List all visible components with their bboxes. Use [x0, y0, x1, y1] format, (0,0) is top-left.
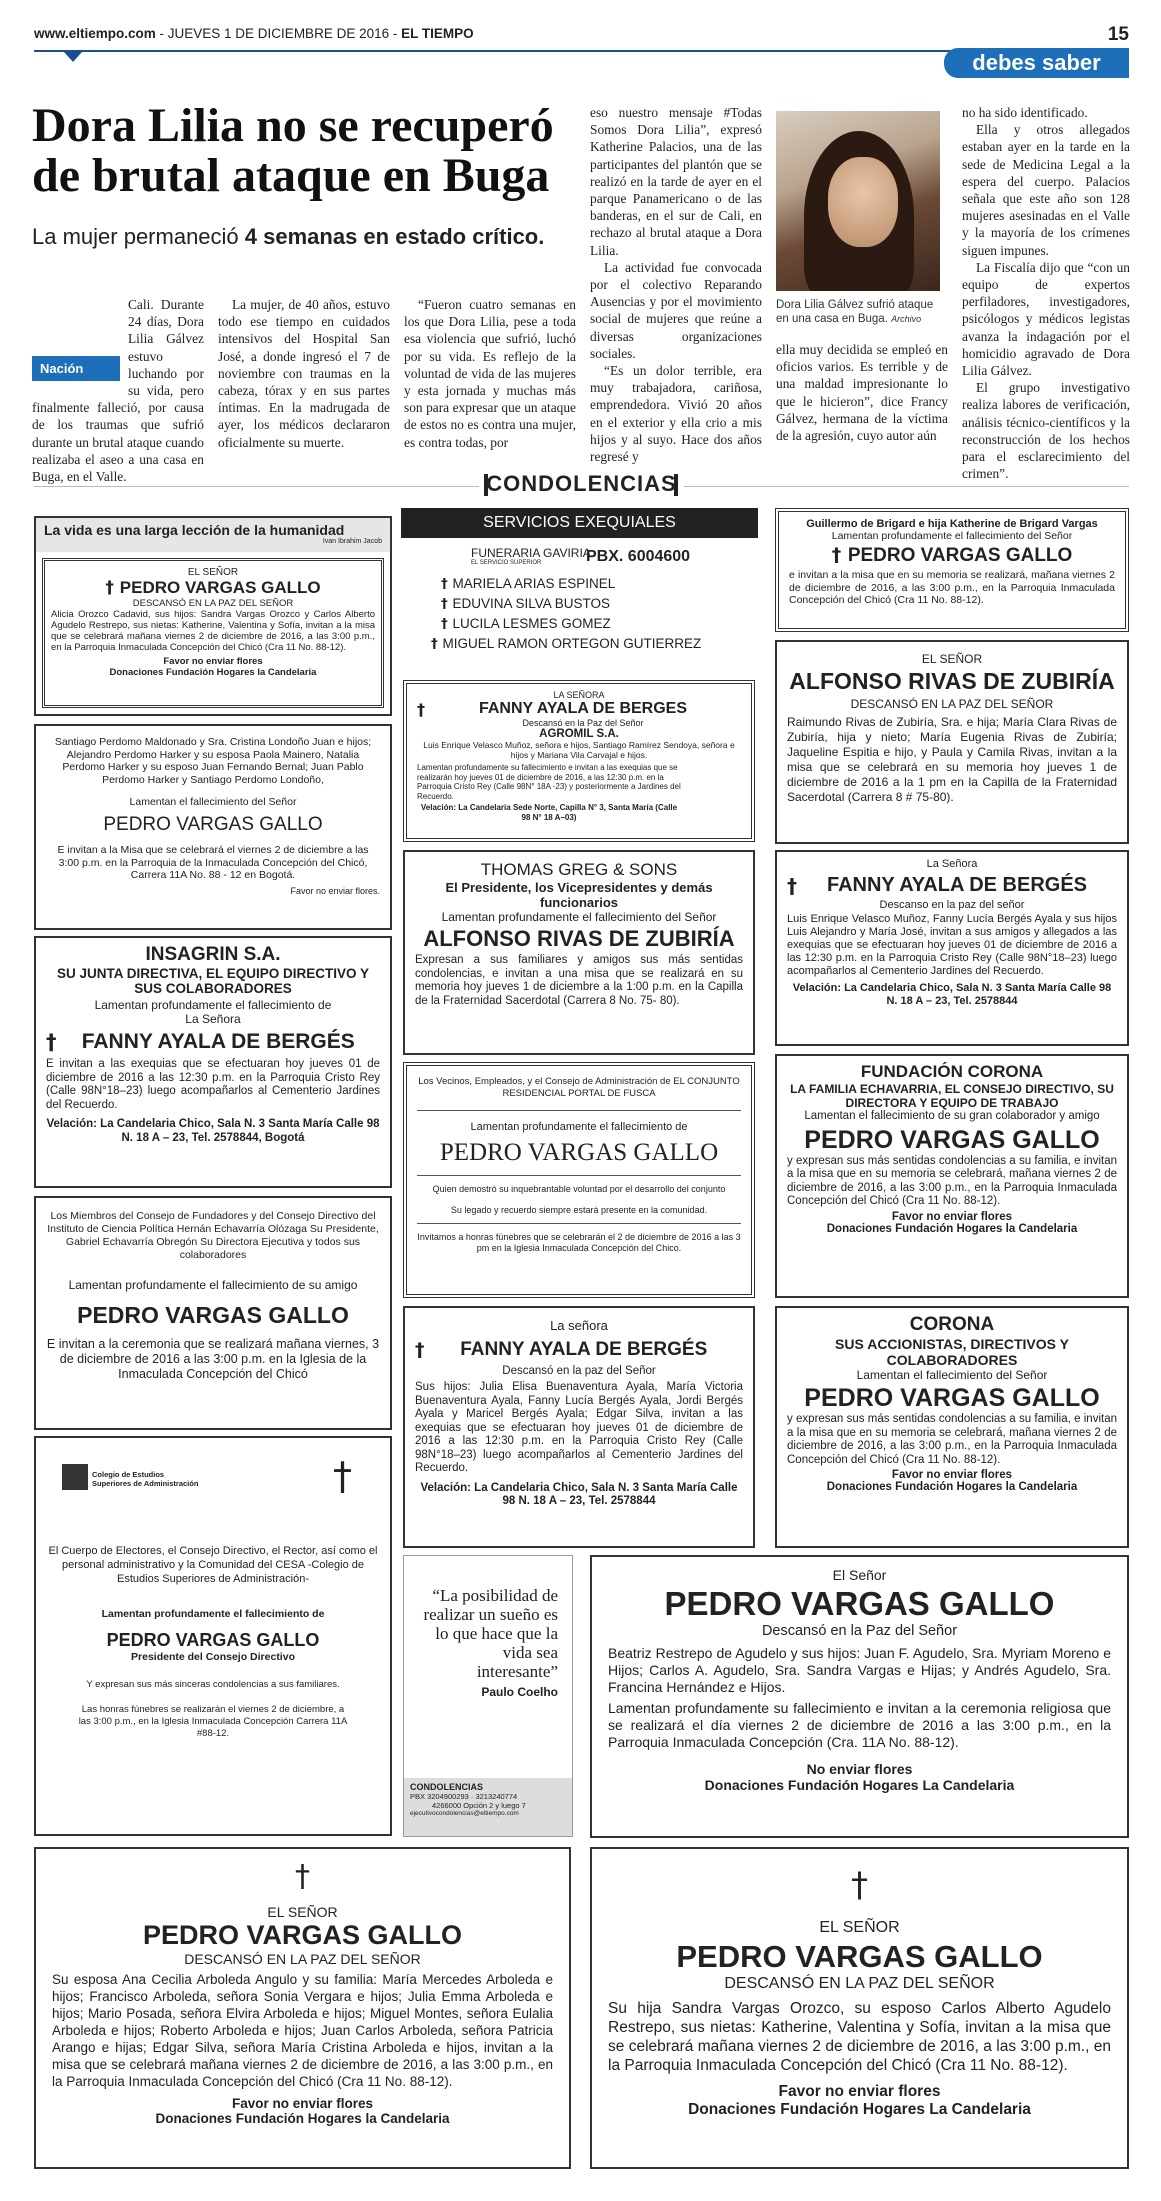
a16-title: CORONA — [909, 1314, 995, 1335]
a9-inv: Invitamos a honras fúnebres que se celebrarán el 2 de diciembre de 2016 a las 3 pm en la Iglesia Inmaculada Concepción del Chico. — [417, 1232, 741, 1253]
col3-text: “Fueron cuatro semanas en los que Dora Lilia, pese a toda esa violencia que sufrió, luchó por su vida. Es reflejo de la voluntad de vida de las mujeres y esta jornada y muchas más son para expresar que un ataque de estos no es contra una mujer, es contra todas, por — [404, 297, 576, 450]
paper-name: EL TIEMPO — [401, 26, 474, 41]
a5-logo2: Superiores de Administración — [92, 1479, 199, 1488]
cross-icon: † — [787, 874, 797, 898]
cross-icon: † — [441, 616, 453, 632]
ad-a17 — [590, 1555, 1129, 1838]
a19-sub: DESCANSÓ EN LA PAZ DEL SEÑOR — [724, 1975, 995, 1992]
col6-text-d: El grupo investigativo realiza labores de verificación, análisis técnico-científicos y la reconstrucción de los hechos para el esclarecimiento del crimen”. — [962, 380, 1130, 482]
a18-top: EL SEÑOR — [267, 1904, 338, 1920]
a19-name: PEDRO VARGAS GALLO — [676, 1939, 1043, 1974]
cross-icon: † — [333, 1454, 352, 1498]
a2-body: Santiago Perdomo Maldonado y Sra. Cristina Londoño Juan e hijos; Alejandro Perdomo Harker y su esposa Paola Mainero, Natalia Perdomo Harker y su esposo Juan Fernando Bernal; Juan Pablo Perdomo Harker y Santiago Perdomo Londoño, — [54, 736, 372, 786]
a3-lament: Lamentan profundamente el fallecimiento de — [94, 998, 332, 1012]
a9-q1: Quien demostró su inquebrantable voluntad por el desarrollo del conjunto — [432, 1184, 726, 1194]
a16-name: PEDRO VARGAS GALLO — [804, 1384, 1100, 1412]
a15-body: y expresan sus más sentidas condolencias a su familia, e invitan a la misa que en su memoria se celebrará, mañana viernes 2 de diciembre de 2016, a las 3:00 p.m., en la Parroquia Inmaculada Concepción del Chicó (Cra 11 No. 88-12). — [787, 1154, 1117, 1207]
cross-icon: † — [431, 636, 443, 652]
a5-body: El Cuerpo de Electores, el Consejo Directivo, el Rector, así como el personal administrativo y la Comunidad del CESA -Colegio de Estudios Superiores de Administración- — [48, 1545, 378, 1585]
victim-photo — [776, 111, 940, 291]
a15-lament: Lamentan el fallecimiento de su gran colaborador y amigo — [804, 1110, 1100, 1122]
a6-name-3: MIGUEL RAMON ORTEGON GUTIERREZ — [442, 636, 702, 651]
a1-banner-text: La vida es una larga lección de la humanidad — [44, 522, 345, 538]
a5-honras: Las honras fúnebres se realizarán el viernes 2 de diciembre, a las 3:00 p.m., en la Iglesia Inmaculada Concepción Carrera 11A #88-12. — [78, 1704, 348, 1739]
a11-pbx: PBX 3204900293 · 3213240774 — [410, 1792, 518, 1801]
a17-flowers: No enviar flores — [806, 1761, 913, 1777]
a9-rule — [417, 1110, 741, 1111]
a13-sub: DESCANSÓ EN LA PAZ DEL SEÑOR — [850, 697, 1054, 711]
gaviria-logo — [471, 546, 591, 566]
a17-name: PEDRO VARGAS GALLO — [664, 1585, 1055, 1622]
ad-a13 — [775, 640, 1129, 844]
header-pointer — [64, 52, 82, 62]
caption-credit: Archivo — [891, 314, 922, 324]
subhead-text: La mujer permaneció — [32, 224, 245, 249]
col2-text: La mujer, de 40 años, estuvo todo ese tiempo en cuidados intensivos del Hospital San José, a donde ingresó el 7 de noviembre con traumas en la cabeza, tórax y en sus partes íntimas. En la madrugada de ayer, los médicos declararon oficialmente su muerte. — [218, 297, 390, 450]
a3-la: La Señora — [185, 1012, 241, 1026]
condolencias-title: CONDOLENCIAS — [486, 471, 677, 496]
a1-body: Alicia Orozco Cadavid, sus hijos: Sandra Vargas Orozco y Carlos Alberto Agudelo Restrepo, sus nietas: Katherine, Valentina y Sofía, invitan a la misa que se celebrará mañana viernes 2 de diciembre de 2016, a las 3:00 p.m., en la Parroquia Inmaculada Concepción del Chicó (Cra 11 No. 88-12). — [51, 609, 375, 653]
a3-name: FANNY AYALA DE BERGÉS — [81, 1030, 355, 1053]
col4-text-a: eso nuestro mensaje #Todas Somos Dora Lilia”, expresó Katherine Palacios, una de las participantes del plantón que se realizó en la tarde de ayer en el parque Panamericano o de las banderas, en el sur de Cali, en rechazo al brutal ataque a Dora Lilia. — [590, 105, 762, 258]
ad-a16 — [775, 1306, 1129, 1548]
a6-logo-sub: EL SERVICIO SUPERIOR — [471, 560, 542, 566]
a1-top: EL SEÑOR — [187, 567, 239, 578]
a2-lament: Lamentan el fallecimiento del Señor — [129, 796, 297, 808]
cross-icon: † — [46, 1030, 57, 1054]
a16-body: y expresan sus más sentidas condolencias a su familia, e invitan a la misa que en su memoria se celebrará, mañana viernes 2 de diciembre de 2016, a las 3:00 p.m., en la Parroquia Inmaculada Concepción del Chicó (Cra 11 No. 88-12). — [787, 1413, 1117, 1466]
a12-body: e invitan a la misa que en su memoria se realizará, mañana viernes 2 de diciembre de 2016, a las 3:00 p.m., en la Parroquia Inmaculada Concepción del Chicó (Cra 11 No. 88-12). — [789, 569, 1115, 606]
a9-q2: Su legado y recuerdo siempre estará presente en la comunidad. — [450, 1205, 708, 1215]
a11-contact — [404, 1778, 572, 1836]
a5-logo-row — [46, 1454, 380, 1524]
a16-lament: Lamentan el fallecimiento del Señor — [856, 1368, 1048, 1382]
ad-a1 — [34, 516, 392, 716]
a15-name: PEDRO VARGAS GALLO — [804, 1125, 1100, 1154]
a6-logo-row — [401, 538, 758, 574]
ad-a14 — [775, 850, 1129, 1046]
ad-a15 — [775, 1054, 1129, 1298]
a8-sub: El Presidente, los Vicepresidentes y demás funcionarios — [445, 880, 713, 910]
a15-donations: Donaciones Fundación Hogares la Candelaria — [826, 1222, 1078, 1235]
a19-top: EL SEÑOR — [819, 1919, 900, 1936]
a6-logo: FUNERARIA GAVIRIA — [471, 546, 591, 560]
a11-label: CONDOLENCIAS — [410, 1782, 484, 1792]
ad-a8 — [403, 850, 755, 1055]
a12-top: Guillermo de Brigard e hija Katherine de Brigard Vargas — [806, 518, 1098, 530]
section-tag: debes saber — [944, 48, 1129, 78]
col4-text-b: La actividad fue convocada por el colectivo Reparando Ausencias y por el movimiento social de mujeres que reúne a diversas organizaciones sociales. — [590, 259, 762, 361]
a15-flowers: Favor no enviar flores — [891, 1210, 1013, 1223]
a17-donations: Donaciones Fundación Hogares La Candelaria — [704, 1777, 1015, 1793]
a8-title: THOMAS GREG & SONS — [480, 860, 678, 879]
a1-name: PEDRO VARGAS GALLO — [119, 578, 321, 597]
a7-body: Lamentan profundamente su fallecimiento e invitan a las exequias que se realizarán hoy jueves 01 de diciembre de 2016, a las 12:30 p.m. en la Parroquia Cristo Rey (Calle 98N° 18A -23) y posteriormente a Jardines del Recuerdo. — [417, 763, 681, 801]
page-header — [34, 26, 1129, 46]
a4-lament: Lamentan profundamente el fallecimiento de su amigo — [68, 1278, 358, 1292]
a10-body: Sus hijos: Julia Elisa Buenaventura Ayala, María Victoria Buenaventura Ayala, Fanny Lucía Bergés Ayala, Jordi Bergés Ayala y Maricel Bergés Ayala; Edgar Silva, invitan a las exequias que se efectuaran hoy jueves 01 de diciembre de 2016 a las 12:30 p.m. en la Parroquia Cristo Rey (Calle 98N°18–23) luego acompañarlos al Cementerio Jardines del Recuerdo. — [415, 1381, 743, 1474]
col6-text-a: no ha sido identificado. — [962, 105, 1088, 120]
ad-a7 — [403, 680, 755, 842]
a7-org: AGROMIL S.A. — [539, 728, 619, 740]
a9-rule-2 — [417, 1175, 741, 1176]
a7-names: Luis Enrique Velasco Muñoz, señora e hijos, Santiago Ramírez Sendoya, señora e hijos y Mariana Vila Carvajal e hijos. — [423, 740, 735, 760]
a11-mail[interactable]: ejecutivocondolencias@eltiempo.com — [410, 1810, 519, 1817]
ad-a4 — [34, 1196, 392, 1430]
a6-name-2: LUCILA LESMES GOMEZ — [452, 616, 611, 631]
cross-icon: † — [417, 700, 425, 719]
a2-invite: E invitan a la Misa que se celebrará el viernes 2 de diciembre a las 3:00 p.m. en la Parroquia de la Inmaculada Concepción del Chicó, Carrera 11A No. 88 - 12 en Bogotá. — [57, 844, 369, 881]
a5-role: Presidente del Consejo Directivo — [131, 1651, 295, 1663]
page-number: 15 — [1107, 24, 1129, 45]
caption-text: Dora Lilia Gálvez sufrió ataque en una casa en Buga. — [776, 299, 934, 325]
a19-body: Su hija Sandra Vargas Orozco, su esposo Carlos Alberto Agudelo Restrepo, sus nietas: Katherine, Valentina y Sofía, invitan a la misa que se celebrará mañana viernes 2 de diciembre de 2016, a las 3:00 p.m., en la Parroquia Inmaculada Concepción del Chicó (Cra 11 No. 88-12). — [608, 2000, 1111, 2074]
a6-name-1: EDUVINA SILVA BUSTOS — [452, 596, 611, 611]
a1-banner — [36, 518, 390, 552]
subheadline — [32, 224, 572, 250]
a13-body: Raimundo Rivas de Zubiría, Sra. e hija; María Clara Rivas de Zubiría, hija y nieto; María Eugenia Rivas de Zubiría; Jaqueline Espitia e hijo, y Paula y Camila Rivas, invitan a la misa que se celebrará en su memoria hoy jueves 1 de diciembre de 2016 a la 1 pm en la Capilla de la Fraternidad Sacerdotal (Carrera 8 # 75-80). — [787, 715, 1117, 804]
a1-inner — [42, 558, 384, 708]
a9-top: Los Vecinos, Empleados, y el Consejo de Administración de EL CONJUNTO RESIDENCIAL PORTAL DE FUSCA — [418, 1076, 740, 1099]
a1-flowers: Favor no enviar flores — [163, 656, 263, 667]
ad-a11 — [403, 1555, 573, 1837]
a18-name: PEDRO VARGAS GALLO — [142, 1920, 463, 1950]
ad-a18 — [34, 1847, 571, 2169]
a8-name: ALFONSO RIVAS DE ZUBIRÍA — [423, 926, 735, 951]
col4-text-c: “Es un dolor terrible, era muy trabajadora, cariñosa, emprendedora. Vivió 20 años en el exterior y ella crio a mis hijos y al suyo. Hace dos años regresé y — [590, 363, 762, 465]
headline: Dora Lilia no se recuperó de brutal ataque en Buga — [32, 99, 554, 202]
a18-body: Su esposa Ana Cecilia Arboleda Angulo y su familia: María Mercedes Arboleda e hijos; Francisco Arboleda, señora Sonia Vergara e hijos; Julia Emma Arboleda e hijos; Mario Posada, señora Elvira Arboleda e hijos; Miguel Montes, señora Eulalia Arboleda e hijos; Roberto Arboleda e hijos; Juan Carlos Arboleda, señora Patricia Arango e hijas; Edgar Silva, señora María Cristina Arboleda e hijos, invitan a la misa que se celebrará mañana viernes 2 de diciembre de 2016, a las 3:00 p.m., en la Parroquia Inmaculada Concepción del Chicó (Cra 11 No. 88-12). — [52, 1972, 553, 2089]
condolencias-band — [34, 471, 1129, 501]
a6-title: SERVICIOS EXEQUIALES — [401, 508, 758, 538]
ad-a5 — [34, 1436, 392, 1836]
a3-vel: Velación: La Candelaria Chico, Sala N. 3 Santa María Calle 98 N. 18 A – 23, Tel. 2578844, Bogotá — [46, 1118, 380, 1144]
a16-donations: Donaciones Fundación Hogares la Candelaria — [826, 1481, 1078, 1493]
a8-body: Expresan a sus familiares y amigos sus más sentidas condolencias, e invitan a una misa que se realizará en su memoria hoy jueves 1 de diciembre a la 1:00 p.m. en la Capilla de la Fraternidad Sacerdotal (Carrera 8 No. 75- 80). — [415, 954, 743, 1007]
ad-a10 — [403, 1306, 755, 1548]
a5-logo-text — [92, 1470, 198, 1488]
a6-names — [401, 574, 758, 654]
article-col-6 — [962, 104, 1130, 482]
a9-lament: Lamentan profundamente el fallecimiento de — [470, 1121, 688, 1133]
col6-text-b: Ella y otros allegados estaban ayer en la tarde en la sede de Medicina Legal a la espera del cuerpo. Palacios señala que este año son 128 mujeres asesinadas en el Valle y la mayoría de los crímenes siguen impunes. — [962, 122, 1130, 258]
a11-pbx2: 4266000 Opción 2 y luego 7 — [432, 1801, 526, 1810]
a10-la: La señora — [550, 1318, 608, 1333]
a14-vel: Velación: La Candelaria Chico, Sala N. 3 Santa María Calle 98 N. 18 A – 23, Tel. 2578844 — [792, 982, 1112, 1007]
a14-la: La Señora — [926, 858, 978, 870]
ad-a6 — [401, 508, 758, 676]
header-date: - JUEVES 1 DE DICIEMBRE DE 2016 - — [155, 26, 402, 41]
a17-sub: Descansó en la Paz del Señor — [761, 1623, 958, 1639]
a10-sub: Descansó en la paz del Señor — [502, 1365, 656, 1377]
a5-lament: Lamentan profundamente el fallecimiento de — [101, 1608, 325, 1620]
a5-exp: Y expresan sus más sinceras condolencias a sus familiares. — [86, 1679, 340, 1690]
article-col-2 — [218, 296, 390, 451]
article-col-4 — [590, 104, 762, 465]
article-col-5 — [776, 341, 948, 444]
article-col-1 — [32, 296, 204, 485]
a16-flowers: Favor no enviar flores — [891, 1469, 1013, 1481]
a19-flowers: Favor no enviar flores — [778, 2083, 941, 2100]
col6-text-c: La Fiscalía dijo que “con un equipo de expertos perfiladores, investigadores, psicólogos y médicos legistas avanza la indagación por el homicidio agravado de Dora Lilia Gálvez. — [962, 259, 1130, 379]
a13-top: EL SEÑOR — [921, 652, 983, 666]
subhead-bold: 4 semanas en estado crítico. — [244, 224, 545, 249]
cesa-logo-icon — [62, 1464, 88, 1490]
a3-title: INSAGRIN S.A. — [145, 944, 281, 965]
a4-name: PEDRO VARGAS GALLO — [77, 1302, 349, 1328]
a2-note: Favor no enviar flores. — [290, 885, 380, 896]
a16-sub: SUS ACCIONISTAS, DIRECTIVOS Y COLABORADORES — [835, 1336, 1069, 1368]
a14-body: Luis Enrique Velasco Muñoz, Fanny Lucía Bergés Ayala y sus hijos Luis Alejandro y María José, invitan a sus amigos y allegados a las exequias que se efectuaran hoy jueves 01 de diciembre de 2016 a las 12:30 p.m. en la Parroquia Cristo Rey (Calle 98N°18–23) luego acompañarlos al Cementerio Jardines del Recuerdo. — [787, 913, 1117, 977]
a7-sub: Descansó en la Paz del Señor — [522, 718, 644, 728]
col1-text: Cali. Durante 24 días, Dora Lilia Gálvez estuvo luchando por su vida, pero finalmente falleció, por causa de los traumas que sufrió durante un brutal ataque cuando realizaba el aseo a una casa en Buga, en el Valle. — [32, 297, 204, 485]
a3-sub: SU JUNTA DIRECTIVA, EL EQUIPO DIRECTIVO Y SUS COLABORADORES — [56, 966, 370, 996]
a6-name-0: MARIELA ARIAS ESPINEL — [452, 576, 616, 591]
a13-name: ALFONSO RIVAS DE ZUBIRÍA — [789, 668, 1115, 694]
a11-quote: “La posibilidad de realizar un sueño es lo que hace que la vida sea interesante” — [423, 1586, 558, 1681]
a2-name: PEDRO VARGAS GALLO — [103, 814, 323, 835]
a10-name: FANNY AYALA DE BERGÉS — [460, 1339, 708, 1360]
a17-body1: Beatriz Restrepo de Agudelo y sus hijos: Juan F. Agudelo, Sra. Myriam Moreno e Hijos; Carlos A. Agudelo, Sra. Sandra Vargas e Hijas; y Andrés Agudelo, Sra. Francina Hernández e Hijos. — [608, 1645, 1111, 1695]
a17-top: El Señor — [832, 1567, 887, 1583]
a7-vel: Velación: La Candelaria Sede Norte, Capilla N° 3, Santa María (Calle 98 N° 18 A–03) — [420, 803, 678, 822]
ad-a2 — [34, 724, 392, 930]
cross-icon: † — [415, 1339, 425, 1361]
a18-flowers: Favor no enviar flores — [231, 2096, 374, 2111]
a14-sub: Descanso en la paz del señor — [879, 899, 1025, 911]
cross-icon: † — [105, 578, 120, 598]
cross-icon: † — [851, 1865, 868, 1905]
ad-a12 — [775, 508, 1129, 632]
ad-a19 — [590, 1847, 1129, 2169]
a6-pbx: PBX. 6004600 — [586, 548, 691, 565]
a14-name: FANNY AYALA DE BERGÉS — [826, 874, 1088, 896]
a18-sub: DESCANSÓ EN LA PAZ DEL SEÑOR — [184, 1951, 421, 1967]
col5-text: ella muy decidida se empleó en oficios varios. Es terrible y de una maldad impresionante lo que le hicieron”, dice Francy Gálvez, hermana de la víctima de la agresión, cuyo autor aún — [776, 342, 948, 444]
photo-caption — [776, 298, 946, 326]
a19-donations: Donaciones Fundación Hogares La Candelaria — [688, 2101, 1031, 2118]
ad-a9 — [403, 1062, 755, 1298]
a9-rule-3 — [417, 1223, 741, 1224]
ad-a3 — [34, 936, 392, 1188]
a12-lament: Lamentan profundamente el fallecimiento del Señor — [831, 530, 1073, 542]
a12-name: PEDRO VARGAS GALLO — [847, 545, 1073, 566]
a9-name: PEDRO VARGAS GALLO — [439, 1139, 719, 1166]
a7-name: FANNY AYALA DE BERGES — [478, 700, 688, 717]
a4-invite: E invitan a la ceremonia que se realizará mañana viernes, 3 de diciembre de 2016 a las 3:00 p.m. en la Iglesia de la Inmaculada Concepción del Chicó — [46, 1337, 380, 1381]
a7-la: LA SEÑORA — [553, 690, 605, 700]
a15-sub: LA FAMILIA ECHAVARRIA, EL CONSEJO DIRECTIVO, SU DIRECTORA Y EQUIPO DE TRABAJO — [790, 1082, 1114, 1110]
cross-icon: † — [831, 544, 848, 566]
a4-body: Los Miembros del Consejo de Fundadores y del Consejo Directivo del Instituto de Ciencia Política Hernán Echavarría Olózaga Su Presidente, Gabriel Echavarría Obregón Su Directora Ejecutiva y todos sus colaboradores — [47, 1210, 379, 1261]
a10-vel: Velación: La Candelaria Chico, Sala N. 3 Santa María Calle 98 N. 18 A – 23, Tel. 2578844 — [420, 1481, 738, 1507]
a3-body: E invitan a las exequias que se efectuaran hoy jueves 01 de diciembre de 2016 a las 12:30 p.m. en la Parroquia Cristo Rey (Calle 98N°18–23) luego acompañarlos al Cementerio Jardines del Recuerdo. — [46, 1058, 380, 1111]
a1-sub: DESCANSÓ EN LA PAZ DEL SEÑOR — [132, 598, 294, 609]
cross-icon: † — [441, 596, 453, 612]
article-col-3 — [404, 296, 576, 451]
a18-donations: Donaciones Fundación Hogares la Candelaria — [155, 2111, 450, 2126]
a1-donations: Donaciones Fundación Hogares la Candelaria — [109, 667, 317, 678]
a1-banner-author: Ivan Ibrahim Jacob — [322, 538, 382, 545]
a8-lament: Lamentan profundamente el fallecimiento del Señor — [441, 910, 717, 924]
a15-title: FUNDACIÓN CORONA — [860, 1062, 1044, 1081]
a5-logo1: Colegio de Estudios — [92, 1470, 165, 1479]
cross-icon: † — [441, 576, 453, 592]
a17-body2: Lamentan profundamente su fallecimiento e invitan a la ceremonia religiosa que se realizará el día viernes 2 de diciembre de 2016 a las 3:00 p.m., en la Parroquia Inmaculada Concepción (Cra. 11A No. 88-12). — [608, 1700, 1111, 1750]
a11-author: Paulo Coelho — [481, 1685, 558, 1699]
cross-icon: † — [295, 1859, 310, 1894]
section-badge: Nación — [32, 356, 120, 381]
a5-name: PEDRO VARGAS GALLO — [106, 1630, 320, 1650]
site-url[interactable]: www.eltiempo.com — [34, 26, 156, 41]
